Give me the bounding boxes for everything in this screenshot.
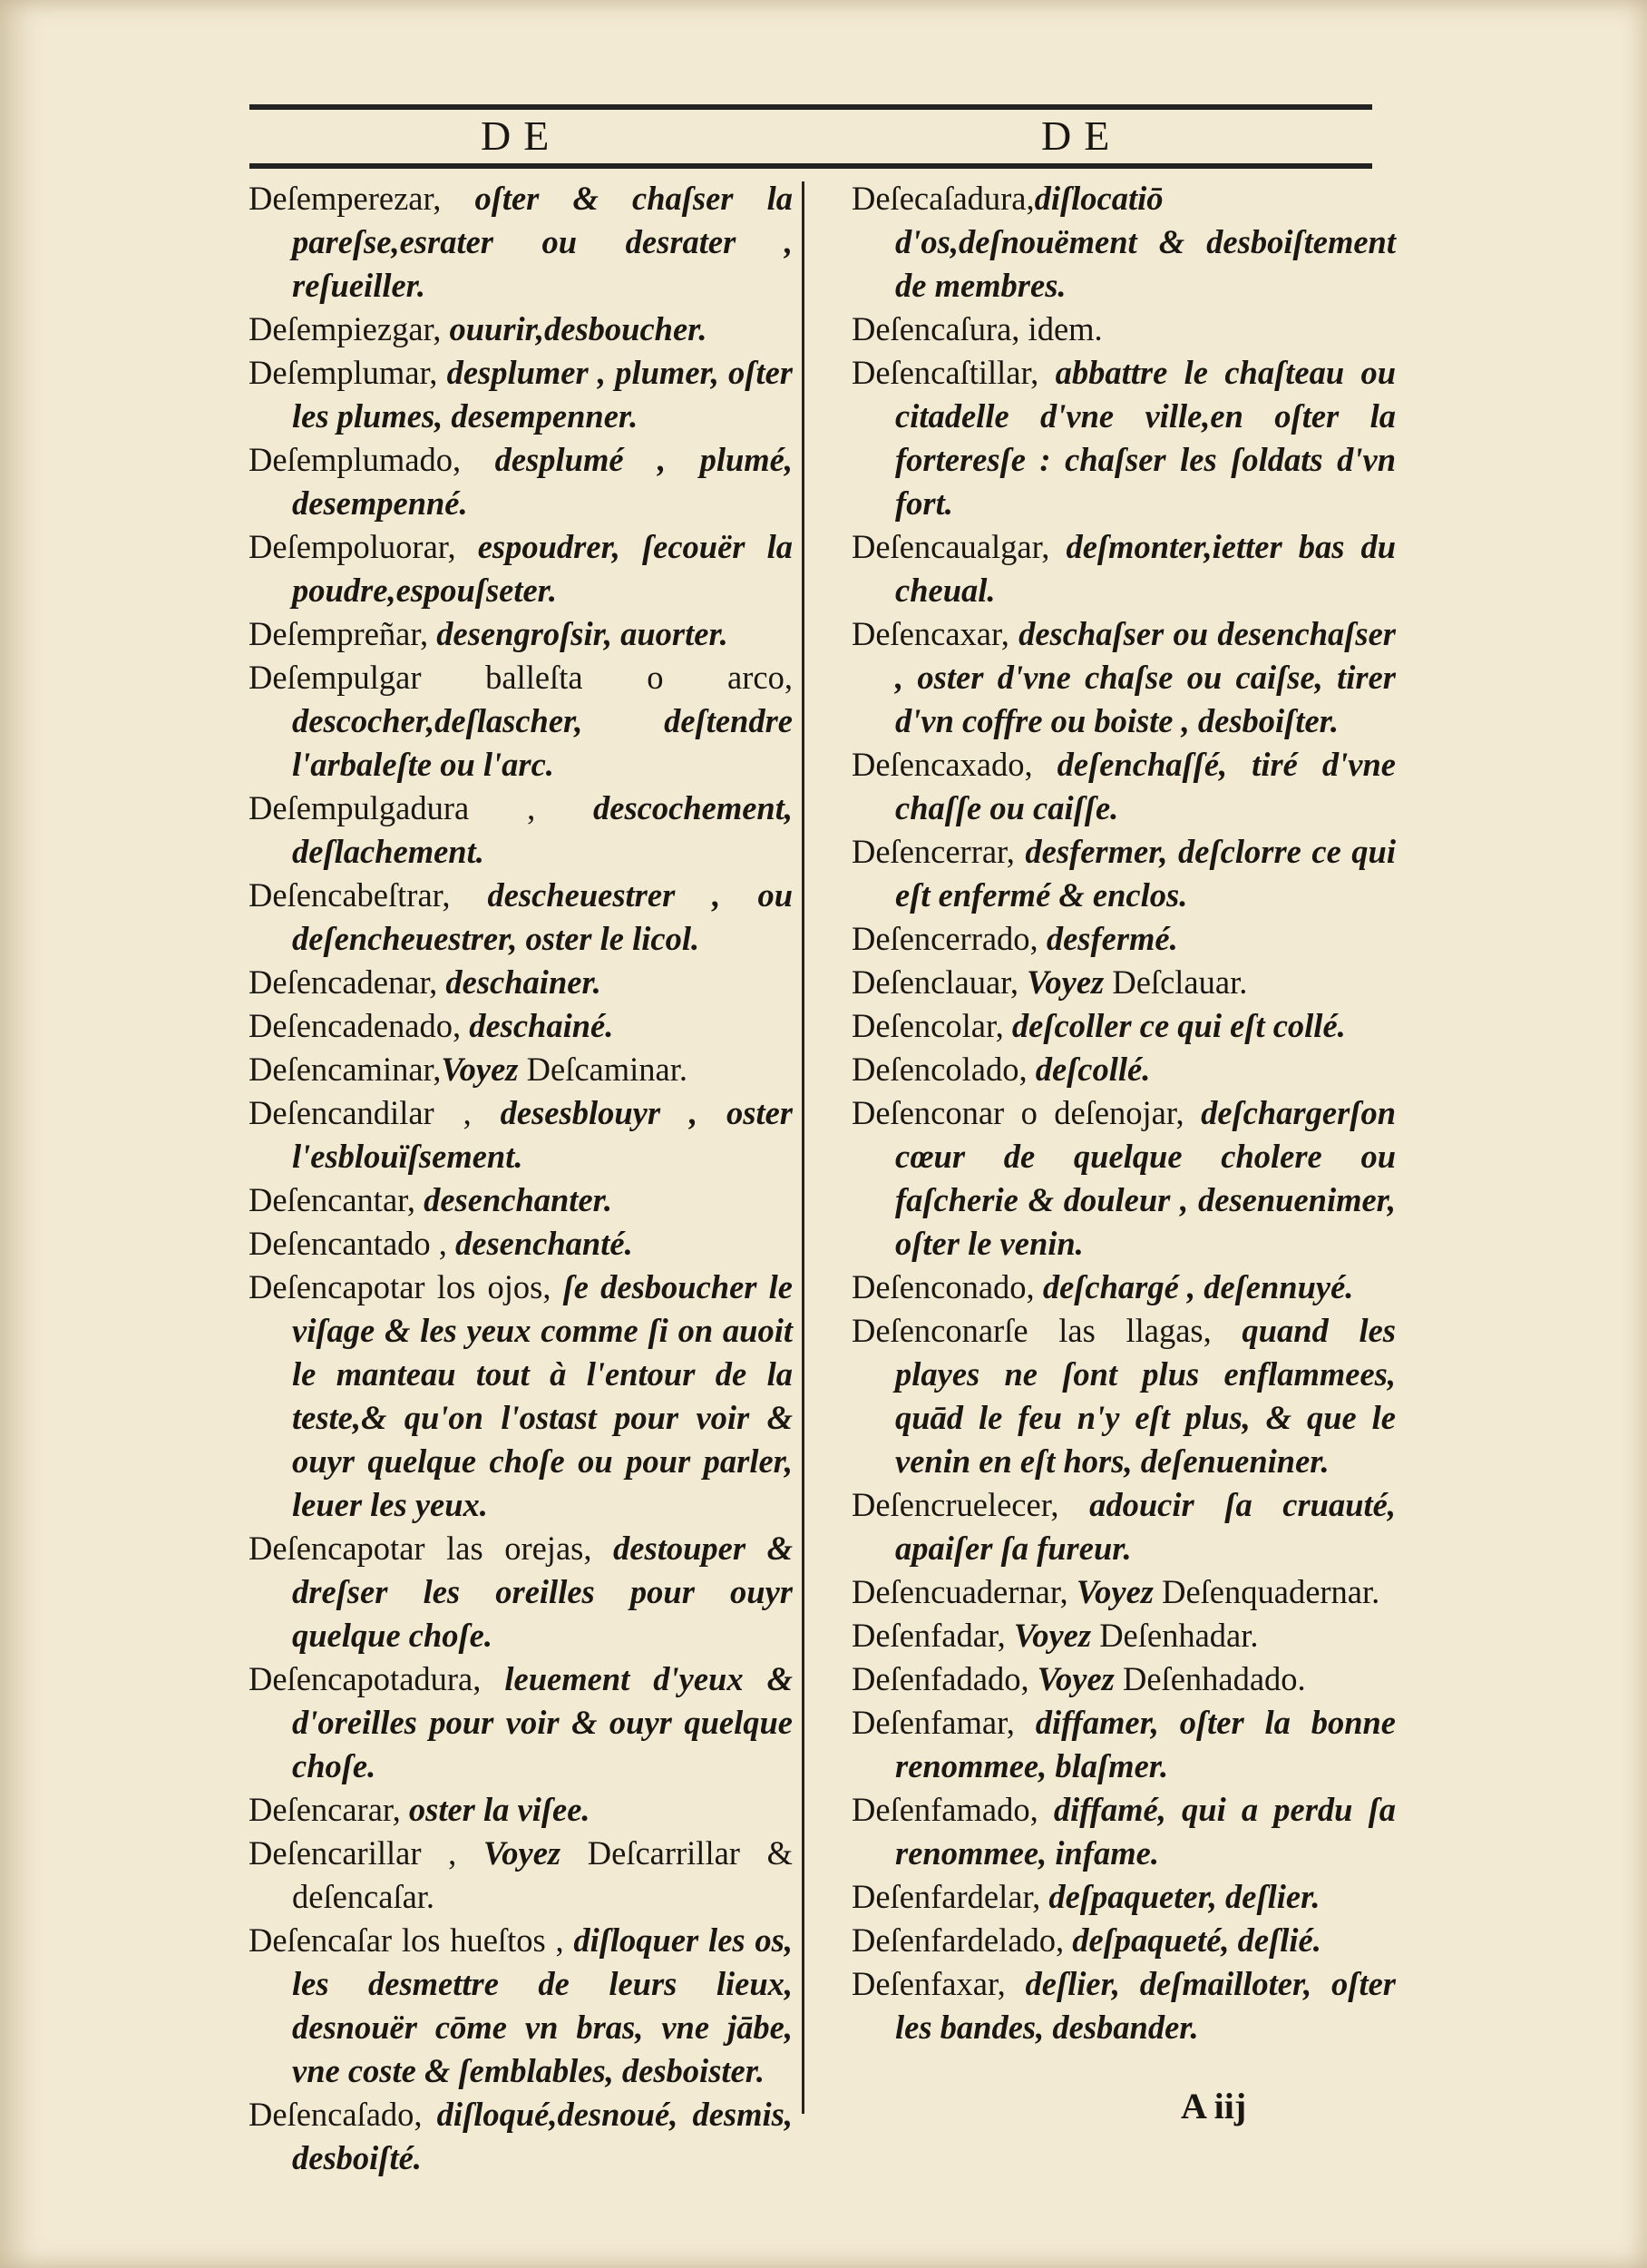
- entry-term: Deſencabeſtrar,: [249, 876, 488, 914]
- entry-term: Deſencerrado,: [852, 920, 1047, 957]
- entry-definition: abbattre le chaſteau ou citadelle d'vne ville,en oſter la forteresſe : chaſser les ſoldats d'vn fort.: [895, 354, 1397, 522]
- dictionary-entry: [249, 1004, 793, 1048]
- dictionary-entry: [852, 961, 1396, 1004]
- header-rule: [249, 163, 1372, 169]
- dictionary-entry: [249, 1788, 793, 1832]
- dictionary-entry: [852, 743, 1396, 830]
- entry-definition: deſchargerſon cœur de quelque cholere ou faſcherie & douleur , desenuenimer, oſter le venin.: [895, 1094, 1396, 1262]
- entry-definition: deſpaqueté, deſlié.: [1072, 1921, 1321, 1959]
- dictionary-entry: [852, 1004, 1396, 1048]
- entry-term: Deſenconarſe las llagas,: [852, 1312, 1243, 1349]
- entry-term: Deſencaſura, idem.: [852, 310, 1103, 347]
- entry-term: Deſencadenado,: [249, 1007, 470, 1044]
- entry-term: Deſemplumado,: [249, 441, 495, 478]
- entry-term: Deſempulgar balleſta o arco,: [249, 659, 793, 696]
- entry-definition: desfermé.: [1046, 920, 1178, 957]
- entry-definition: desplumer , plumer, oſter les plumes, desempenner.: [292, 354, 793, 435]
- entry-definition: diſlocatiō d'os,deſnouëment & desboiſtement de membres.: [895, 180, 1396, 304]
- running-head-left: DE: [481, 112, 562, 159]
- entry-definition: desengroſsir, auorter.: [436, 615, 728, 652]
- entry-crossref: Deſenquadernar.: [1153, 1573, 1380, 1610]
- entry-term: Deſempulgadura ,: [249, 789, 594, 826]
- column-divider: [802, 181, 804, 2114]
- dictionary-entry: [852, 1614, 1396, 1657]
- entry-term: Deſenclauar,: [852, 963, 1028, 1001]
- entry-term: Deſencaxado,: [852, 746, 1057, 783]
- entry-definition: quand les playes ne ſont plus enflammees, quād le feu n'y eſt plus, & que le venin en eſt hors, deſenueniner.: [895, 1312, 1396, 1480]
- dictionary-entry: [852, 308, 1396, 351]
- entry-term: Deſenfardelado,: [852, 1921, 1073, 1959]
- right-column: [852, 177, 1396, 2049]
- dictionary-entry: [852, 1266, 1396, 1309]
- dictionary-entry: [852, 1483, 1396, 1570]
- entry-term: Deſempiezgar,: [249, 310, 450, 347]
- entry-term: Deſencaxar,: [852, 615, 1019, 652]
- left-column: [249, 177, 793, 2180]
- dictionary-entry: [249, 1222, 793, 1266]
- dictionary-entry: [852, 1570, 1396, 1614]
- entry-term: Deſencapotar los ojos,: [249, 1268, 563, 1305]
- dictionary-entry: [852, 351, 1396, 525]
- entry-definition: adoucir ſa cruauté, apaiſer ſa fureur.: [895, 1486, 1396, 1567]
- dictionary-entry: [249, 177, 793, 308]
- dictionary-entry: [852, 1875, 1396, 1919]
- entry-crossref: Deſcarrillar & deſencaſar.: [292, 1834, 793, 1915]
- entry-definition: Voyez: [1027, 963, 1105, 1001]
- entry-definition: destouper & dreſser les oreilles pour ouyr quelque choſe.: [292, 1530, 793, 1654]
- entry-term: Deſenfardelar,: [852, 1878, 1049, 1915]
- dictionary-entry: [852, 1657, 1396, 1701]
- entry-term: Deſencolado,: [852, 1051, 1036, 1088]
- dictionary-entry: [249, 612, 793, 656]
- dictionary-entry: [249, 1919, 793, 2093]
- entry-crossref: Deſcaminar.: [518, 1051, 687, 1088]
- dictionary-entry: [249, 525, 793, 612]
- entry-term: Deſencuadernar,: [852, 1573, 1077, 1610]
- entry-definition: descochement, deſlachement.: [292, 789, 793, 870]
- dictionary-entry: [249, 2093, 793, 2180]
- entry-term: Deſenfadar,: [852, 1617, 1014, 1654]
- entry-definition: descocher,deſlascher, deſtendre l'arbaleſte ou l'arc.: [292, 702, 793, 783]
- signature-mark: A iij: [1181, 2086, 1247, 2126]
- entry-definition: ſe desboucher le viſage & les yeux comme ſi on auoit le manteau tout à l'entour de la teste,& qu'on l'ostast pour voir & ouyr quelque choſe ou pour parler, leuer les yeux.: [292, 1268, 793, 1523]
- dictionary-entry: [852, 1091, 1396, 1266]
- dictionary-entry: [249, 308, 793, 351]
- dictionary-entry: [249, 961, 793, 1004]
- entry-term: Deſencaminar,: [249, 1051, 442, 1088]
- entry-term: Deſenconado,: [852, 1268, 1043, 1305]
- entry-definition: diffamer, oſter la bonne renommee, blaſmer.: [895, 1704, 1396, 1784]
- entry-term: Deſencapotadura,: [249, 1660, 505, 1697]
- entry-term: Deſencandilar ,: [249, 1094, 501, 1131]
- dictionary-entry: [249, 1832, 793, 1919]
- dictionary-entry: [249, 787, 793, 874]
- entry-definition: oster la viſee.: [408, 1791, 590, 1828]
- dictionary-entry: [249, 874, 793, 961]
- entry-term: Deſenfamado,: [852, 1791, 1054, 1828]
- entry-term: Deſencruelecer,: [852, 1486, 1090, 1523]
- entry-term: Deſenfaxar,: [852, 1965, 1026, 2002]
- entry-definition: deſpaqueter, deſlier.: [1048, 1878, 1321, 1915]
- dictionary-entry: [852, 1701, 1396, 1788]
- dictionary-entry: [852, 612, 1396, 743]
- entry-term: Deſencantar,: [249, 1181, 424, 1218]
- entry-crossref: Deſenhadar.: [1091, 1617, 1259, 1654]
- entry-term: Deſenfadado,: [852, 1660, 1038, 1697]
- dictionary-entry: [249, 438, 793, 525]
- dictionary-entry: [249, 656, 793, 787]
- entry-term: Deſencadenar,: [249, 963, 446, 1001]
- dictionary-entry: [852, 525, 1396, 612]
- dictionary-entry: [852, 1788, 1396, 1875]
- entry-definition: deſcoller ce qui eſt collé.: [1011, 1007, 1346, 1044]
- entry-definition: leuement d'yeux & d'oreilles pour voir & ouyr quelque choſe.: [292, 1660, 794, 1784]
- entry-definition: deschainé.: [469, 1007, 614, 1044]
- entry-definition: diſloquer les os, les desmettre de leurs lieux, desnouër cōme vn bras, vne jābe, vne coste & ſemblables, desboister.: [292, 1921, 793, 2089]
- entry-definition: desenchanter.: [424, 1181, 612, 1218]
- entry-term: Deſenfamar,: [852, 1704, 1036, 1741]
- entry-definition: descheuestrer , ou deſencheuestrer, oster le licol.: [292, 876, 793, 957]
- running-head-right: DE: [1041, 112, 1123, 159]
- entry-definition: diſloqué,desnoué, desmis, desboiſté.: [292, 2096, 793, 2176]
- entry-crossref: Deſenhadado.: [1114, 1660, 1306, 1697]
- entry-definition: Voyez: [441, 1051, 519, 1088]
- entry-term: Deſempreñar,: [249, 615, 437, 652]
- dictionary-entry: [852, 1309, 1396, 1483]
- entry-definition: ouurir,desboucher.: [449, 310, 707, 347]
- dictionary-entry: [249, 1657, 793, 1788]
- entry-term: Deſencerrar,: [852, 833, 1026, 870]
- entry-definition: Voyez: [1076, 1573, 1154, 1610]
- entry-definition: deſlier, deſmailloter, oſter les bandes, desbander.: [895, 1965, 1396, 2046]
- dictionary-entry: [852, 1962, 1396, 2049]
- dictionary-entry: [852, 830, 1396, 917]
- entry-term: Deſencantado ,: [249, 1225, 456, 1262]
- entry-definition: deschaſser ou desenchaſser , oster d'vne chaſse ou caiſse, tirer d'vn coffre ou boiste , desboiſter.: [895, 615, 1397, 739]
- entry-definition: espoudrer, ſecouër la poudre,espouſseter.: [292, 528, 794, 609]
- entry-term: Deſenconar o deſenojar,: [852, 1094, 1202, 1131]
- dictionary-entry: [852, 177, 1396, 308]
- entry-definition: desfermer, deſclorre ce qui eſt enfermé & enclos.: [895, 833, 1396, 914]
- entry-definition: desesblouyr , oster l'esblouïſsement.: [292, 1094, 793, 1175]
- entry-definition: deſcollé.: [1035, 1051, 1151, 1088]
- entry-term: Deſempoluorar,: [249, 528, 478, 565]
- entry-definition: Voyez: [1037, 1660, 1115, 1697]
- dictionary-entry: [249, 1527, 793, 1657]
- entry-definition: Voyez: [482, 1834, 561, 1872]
- dictionary-entry: [249, 1266, 793, 1527]
- dictionary-entry: [852, 1048, 1396, 1091]
- entry-crossref: Deſclauar.: [1104, 963, 1248, 1001]
- entry-term: Deſemperezar,: [249, 180, 475, 217]
- entry-term: Deſecaſadura,: [852, 180, 1035, 217]
- entry-definition: deschainer.: [445, 963, 601, 1001]
- entry-term: Deſencolar,: [852, 1007, 1012, 1044]
- entry-term: Deſencarillar ,: [249, 1834, 483, 1872]
- top-rule: [249, 104, 1372, 110]
- dictionary-entry: [852, 917, 1396, 961]
- entry-term: Deſemplumar,: [249, 354, 447, 391]
- dictionary-entry: [249, 1091, 793, 1178]
- entry-definition: diffamé, qui a perdu ſa renommee, infame.: [895, 1791, 1396, 1872]
- entry-term: Deſencarar,: [249, 1791, 409, 1828]
- entry-term: Deſencaualgar,: [852, 528, 1067, 565]
- entry-definition: deſchargé , deſennuyé.: [1042, 1268, 1354, 1305]
- entry-term: Deſencaſtillar,: [852, 354, 1056, 391]
- dictionary-entry: [249, 351, 793, 438]
- entry-term: Deſencaſar los hueſtos ,: [249, 1921, 574, 1959]
- dictionary-entry: [852, 1919, 1396, 1962]
- entry-term: Deſencapotar las orejas,: [249, 1530, 614, 1567]
- entry-definition: desplumé , plumé, desempenné.: [292, 441, 793, 522]
- entry-definition: deſenchaſſé, tiré d'vne chaſſe ou caiſſe.: [895, 746, 1396, 826]
- dictionary-entry: [249, 1178, 793, 1222]
- entry-definition: oſter & chaſser la pareſse,esrater ou desrater , reſueiller.: [292, 180, 793, 304]
- entry-definition: desenchanté.: [455, 1225, 633, 1262]
- dictionary-entry: [249, 1048, 793, 1091]
- entry-definition: deſmonter,ietter bas du cheual.: [895, 528, 1396, 609]
- entry-definition: Voyez: [1013, 1617, 1092, 1654]
- entry-term: Deſencaſado,: [249, 2096, 437, 2133]
